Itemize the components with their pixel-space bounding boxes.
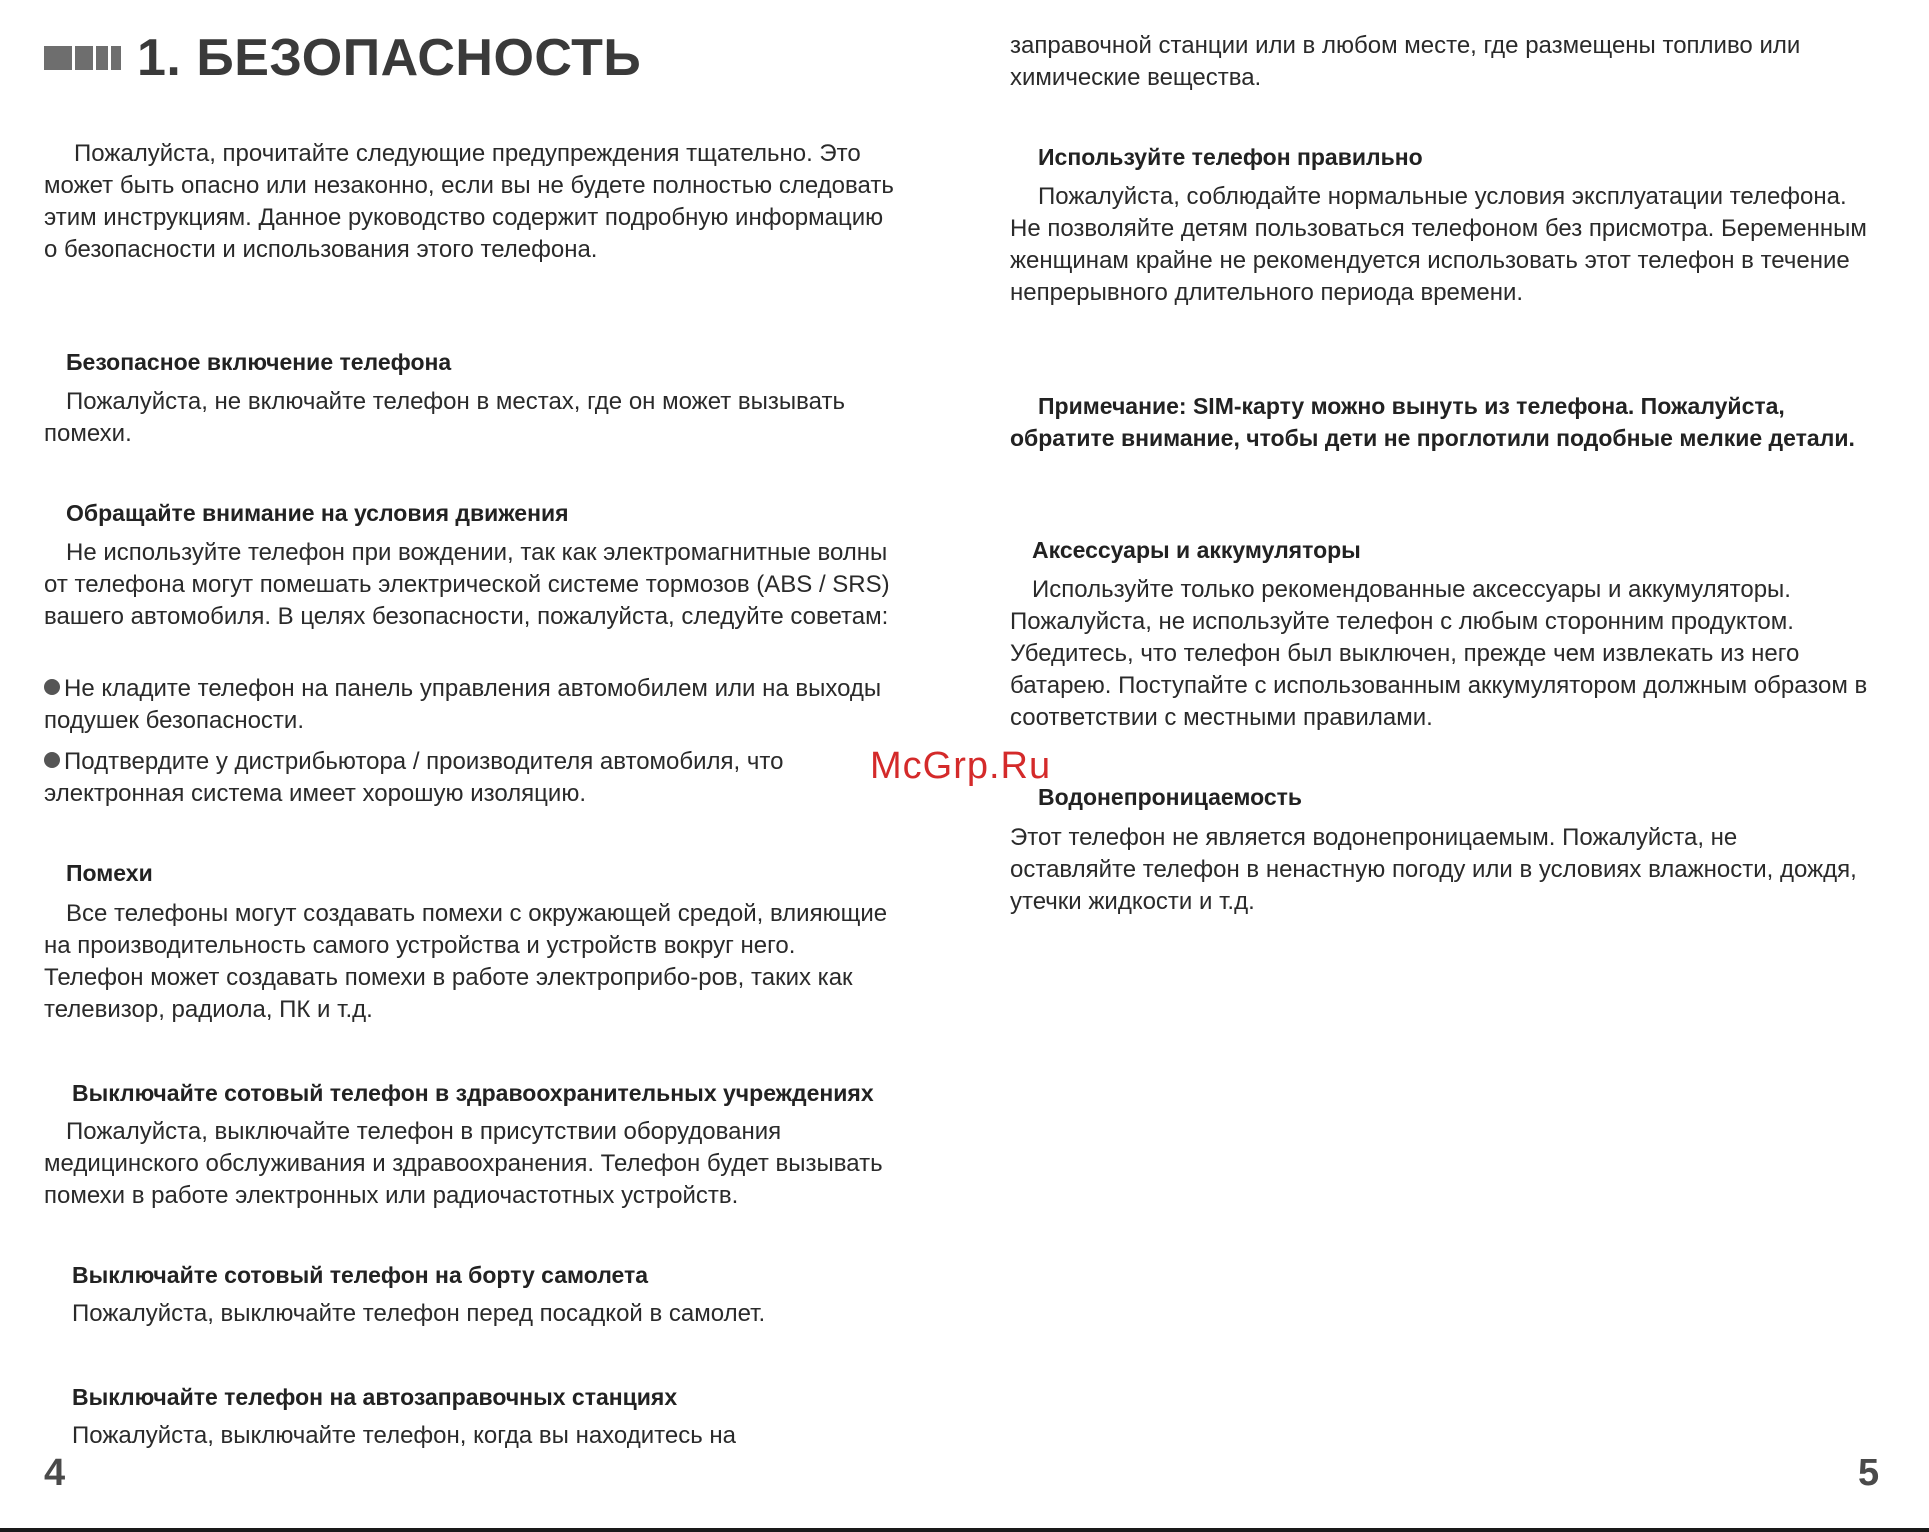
- title-bars-icon: [44, 46, 121, 70]
- paragraph-safe-on: Пожалуйста, не включайте телефон в местах, где он может вызывать помехи.: [44, 388, 845, 447]
- page-title: 1. БЕЗОПАСНОСТЬ: [137, 29, 642, 87]
- heading-proper-use: Используйте телефон правильно: [1038, 144, 1423, 170]
- bullet-item: [44, 746, 894, 810]
- paragraph-medical: Пожалуйста, выключайте телефон в присутствии оборудования медицинского обслуживания и здравоохранения. Телефон будет вызывать помехи в работе электронных или радиочастотных устройств.: [44, 1118, 883, 1209]
- bottom-border: [0, 1528, 1929, 1532]
- heading-accessories: Аксессуары и аккумуляторы: [1032, 537, 1361, 563]
- section-title: [44, 28, 641, 88]
- paragraph-fuel: Пожалуйста, выключайте телефон, когда вы находитесь на: [72, 1422, 736, 1449]
- heading-water: Водонепроницаемость: [1038, 784, 1303, 810]
- paragraph-proper-use: Пожалуйста, соблюдайте нормальные условия эксплуатации телефона. Не позволяйте детям пользоваться телефоном без присмотра. Беременным женщинам крайне не рекомендуется использовать этот телефон в течение непрерывного длительного периода времени.: [1010, 183, 1867, 306]
- heading-traffic: Обращайте внимание на условия движения: [66, 500, 569, 526]
- watermark: McGrp.Ru: [870, 745, 1052, 787]
- paragraph-accessories: Используйте только рекомендованные аксессуары и аккумуляторы. Пожалуйста, не используйте телефон с любым сторонним продуктом. Убедитесь, что телефон был выключен, прежде чем извлекать из него батарею. Поступайте с использованным аккумулятором должным образом в соответствии с местными правилами.: [1010, 576, 1868, 731]
- heading-aircraft: Выключайте сотовый телефон на борту самолета: [72, 1262, 649, 1288]
- heading-fuel: Выключайте телефон на автозаправочных станциях: [72, 1384, 678, 1410]
- paragraph-aircraft: Пожалуйста, выключайте телефон перед посадкой в самолет.: [72, 1300, 766, 1327]
- paragraph-interference: Все телефоны могут создавать помехи с окружающей средой, влияющие на производительность самого устройства и устройств вокруг него. Телефон может создавать помехи в работе электроприбо-ров, таких как телевизор, радиола, ПК и т.д.: [44, 900, 888, 1023]
- bullet-text: Не кладите телефон на панель управления автомобилем или на выходы подушек безопасности.: [44, 675, 882, 734]
- bullet-item: [44, 673, 894, 737]
- heading-safe-on: Безопасное включение телефона: [66, 349, 452, 375]
- bullet-dot-icon: [44, 752, 60, 768]
- paragraph-traffic: Не используйте телефон при вождении, так как электромагнитные волны от телефона могут помешать электрической системе тормозов (ABS / SRS) вашего автомобиля. В целях безопасности, пожалуйста, следуйте советам:: [44, 539, 890, 630]
- paragraph-fuel-continued: заправочной станции или в любом месте, где размещены топливо или химические вещества.: [1010, 32, 1801, 91]
- note-paragraph: Примечание: SIM-карту можно вынуть из телефона. Пожалуйста, обратите внимание, чтобы дети не проглотили подобные мелкие детали.: [1010, 393, 1855, 451]
- heading-interference: Помехи: [66, 860, 153, 886]
- page-number-right: 5: [1858, 1452, 1880, 1494]
- intro-paragraph: Пожалуйста, прочитайте следующие предупреждения тщательно. Это может быть опасно или незаконно, если вы не будете полностью следовать этим инструкциям. Данное руководство содержит подробную информацию о безопасности и использования этого телефона.: [44, 140, 894, 263]
- page-number-left: 4: [44, 1452, 66, 1494]
- paragraph-water: Этот телефон не является водонепроницаемым. Пожалуйста, не оставляйте телефон в ненастную погоду или в условиях влажности, дождя, утечки жидкости и т.д.: [1010, 824, 1857, 915]
- bullet-dot-icon: [44, 679, 60, 695]
- bullet-text: Подтвердите у дистрибьютора / производителя автомобиля, что электронная система имеет хорошую изоляцию.: [44, 748, 784, 807]
- heading-medical: Выключайте сотовый телефон в здравоохранительных учреждениях: [72, 1080, 874, 1106]
